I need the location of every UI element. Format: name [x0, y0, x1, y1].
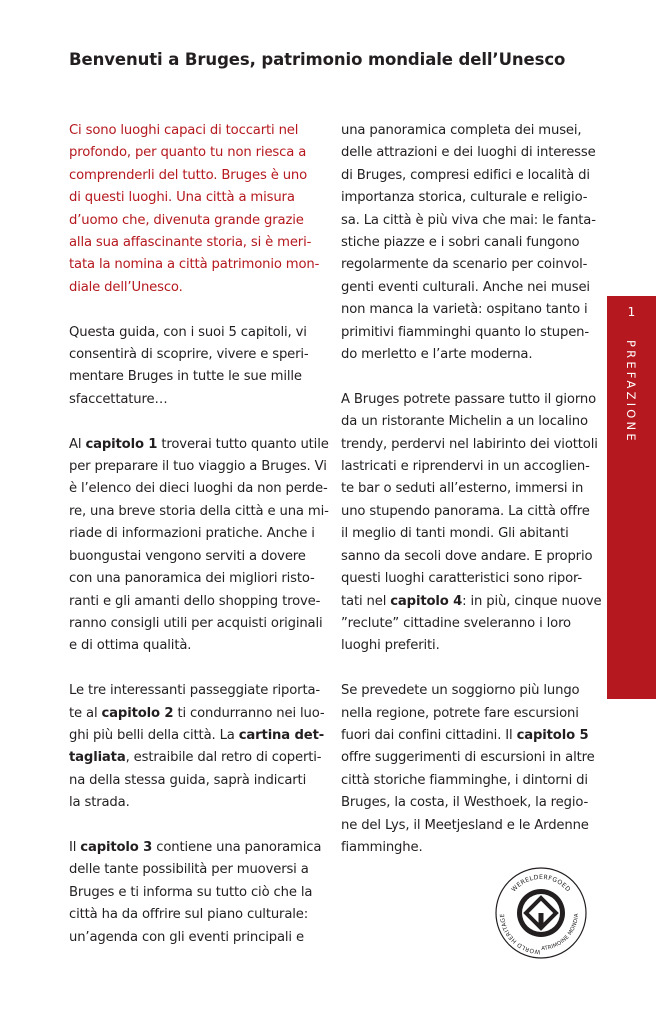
chapter-2-paragraph: [69, 680, 325, 814]
text-line: do merletto e l’arte moderna.: [341, 347, 533, 363]
text-line: una panoramica completa dei musei,: [341, 123, 582, 138]
guide-paragraph: [69, 322, 321, 412]
text-line: Bruges, la costa, il Westhoek, la regio-: [341, 795, 589, 811]
chapter-4-reference: capitolo 4: [390, 593, 463, 609]
text-line: trendy, perdervi nel labirinto dei viottoli: [341, 436, 598, 452]
text-line: di Bruges, compresi edifici e località di: [341, 167, 590, 183]
text-line: delle tante possibilità per muoversi a: [69, 862, 309, 878]
text-segment: , estraibile dal retro di coperti-: [125, 750, 322, 766]
text-line: non manca la varietà: ospitano tanto i: [341, 302, 588, 318]
text-line: genti eventi culturali. Anche nei musei: [341, 279, 590, 295]
left-column: [69, 120, 329, 949]
text-line: questi luoghi caratteristici sono ripor-: [341, 571, 583, 587]
text-line: importanza storica, culturale e religio-: [341, 190, 588, 206]
text-line: [69, 434, 329, 456]
text-line: [69, 747, 321, 769]
text-line: [341, 591, 602, 613]
text-line: uno stupendo panorama. La città offre: [341, 503, 590, 519]
text-line: nella regione, potrete fare escursioni: [341, 705, 579, 721]
text-line: ranno consigli utili per acquisti originali: [69, 615, 323, 631]
text-line: na della stessa guida, saprà indicarti: [69, 772, 307, 788]
text-segment: te al: [69, 705, 102, 721]
text-line: con una panoramica dei migliori risto-: [69, 571, 315, 587]
intro-line: diale dell’Unesco.: [69, 279, 183, 295]
text-line: ne del Lys, il Meetjesland e le Ardenne: [341, 817, 589, 833]
text-line: da un ristorante Michelin a un localino: [341, 414, 588, 430]
text-line: ”reclute” cittadine sveleranno i loro: [341, 615, 571, 631]
text-line: stiche piazze e i sobri canali fungono: [341, 235, 580, 251]
chapter-5-reference: capitolo 5: [516, 727, 589, 743]
text-line: città ha da offrire sul piano culturale:: [69, 907, 309, 923]
text-line: [69, 703, 325, 725]
logo-text-left: WORLD HERITAGE: [499, 913, 541, 955]
text-line: buongustai vengono serviti a dovere: [69, 548, 306, 564]
text-line: lastricati e riprendervi in un accoglien-: [341, 459, 590, 475]
chapter-4-paragraph: [341, 389, 602, 658]
text-line: città storiche fiamminghe, i dintorni di: [341, 772, 588, 788]
chapter-1-reference: capitolo 1: [85, 436, 158, 452]
intro-line: alla sua affascinante storia, si è meri-: [69, 235, 312, 251]
text-line: Se prevedete un soggiorno più lungo: [341, 683, 580, 699]
text-line: sanno da secoli dove andare. E proprio: [341, 548, 593, 564]
chapter-1-paragraph: [69, 434, 329, 658]
text-segment: ghi più belli della città. La: [69, 727, 239, 743]
text-line: la strada.: [69, 795, 130, 811]
right-column: [341, 120, 602, 859]
chapter-tab: [607, 296, 656, 699]
text-segment: : in più, cinque nuove: [462, 593, 602, 609]
text-segment: Il: [69, 839, 81, 855]
chapter-3-reference: capitolo 3: [80, 839, 153, 855]
map-reference: cartina det-: [238, 727, 325, 743]
intro-line: tata la nomina a città patrimonio mon-: [69, 257, 320, 273]
text-line: primitivi fiamminghi quanto lo stupen-: [341, 324, 589, 340]
text-line: e di ottima qualità.: [69, 638, 192, 654]
text-line: ranti e gli amanti dello shopping trove-: [69, 593, 321, 609]
text-line: [69, 837, 321, 859]
text-line: sfaccettature…: [69, 391, 168, 407]
text-line: è l’elenco dei dieci luoghi da non perde-: [69, 481, 328, 497]
text-line: consentirà di scoprire, vivere e speri-: [69, 347, 309, 363]
text-line: luoghi preferiti.: [341, 638, 440, 654]
text-line: [69, 725, 325, 747]
text-line: te bar o seduti all’esterno, immersi in: [341, 481, 584, 497]
museums-paragraph: [341, 120, 596, 366]
text-segment: contiene una panoramica: [152, 839, 322, 855]
text-line: per preparare il tuo viaggio a Bruges. Vi: [69, 459, 327, 475]
chapter-3-paragraph: [69, 837, 321, 949]
text-segment: Al: [69, 436, 86, 452]
world-heritage-emblem-icon: [494, 866, 588, 960]
text-line: re, una breve storia della città e una mi-: [69, 503, 329, 519]
text-line: Questa guida, con i suoi 5 capitoli, vi: [69, 324, 307, 340]
logo-text-right: ATRIMOINE MONDIA: [541, 913, 581, 953]
intro-line: di questi luoghi. Una città a misura: [69, 190, 295, 206]
text-line: Bruges e ti informa su tutto ciò che la: [69, 884, 313, 900]
text-line: delle attrazioni e dei luoghi di interesse: [341, 145, 596, 161]
text-segment: tati nel: [341, 593, 391, 609]
text-line: regolarmente da scenario per coinvol-: [341, 257, 588, 273]
chapter-number: 1: [627, 305, 636, 319]
text-segment: ti condurranno nei luo-: [173, 705, 325, 721]
map-reference: tagliata: [69, 750, 126, 766]
text-segment: troverai tutto quanto utile: [157, 436, 329, 452]
text-line: [341, 725, 593, 747]
text-line: un’agenda con gli eventi principali e: [69, 929, 304, 945]
intro-paragraph: [69, 120, 321, 299]
chapter-label: PREFAZIONE: [624, 340, 638, 444]
logo-text-top: WERELDERFGOED: [510, 873, 572, 894]
text-line: riade di informazioni pratiche. Anche i: [69, 526, 315, 542]
text-line: Le tre interessanti passeggiate riporta-: [69, 683, 321, 699]
chapter-2-reference: capitolo 2: [101, 705, 174, 721]
text-line: sa. La città è più viva che mai: le fanta-: [341, 212, 596, 228]
text-line: A Bruges potrete passare tutto il giorno: [341, 391, 596, 407]
text-line: mentare Bruges in tutte le sue mille: [69, 369, 302, 385]
intro-line: profondo, per quanto tu non riesca a: [69, 145, 307, 161]
text-segment: fuori dai confini cittadini. Il: [341, 727, 517, 743]
page-title: Benvenuti a Bruges, patrimonio mondiale dell’Unesco: [69, 50, 566, 69]
text-line: offre suggerimenti di escursioni in altre: [341, 750, 595, 766]
text-line: fiamminghe.: [341, 839, 423, 855]
intro-line: Ci sono luoghi capaci di toccarti nel: [69, 123, 299, 138]
intro-line: d’uomo che, divenuta grande grazie: [69, 212, 304, 228]
text-line: il meglio di tanti mondi. Gli abitanti: [341, 526, 569, 542]
chapter-5-paragraph: [341, 680, 593, 859]
intro-line: comprenderli del tutto. Bruges è uno: [69, 167, 308, 183]
